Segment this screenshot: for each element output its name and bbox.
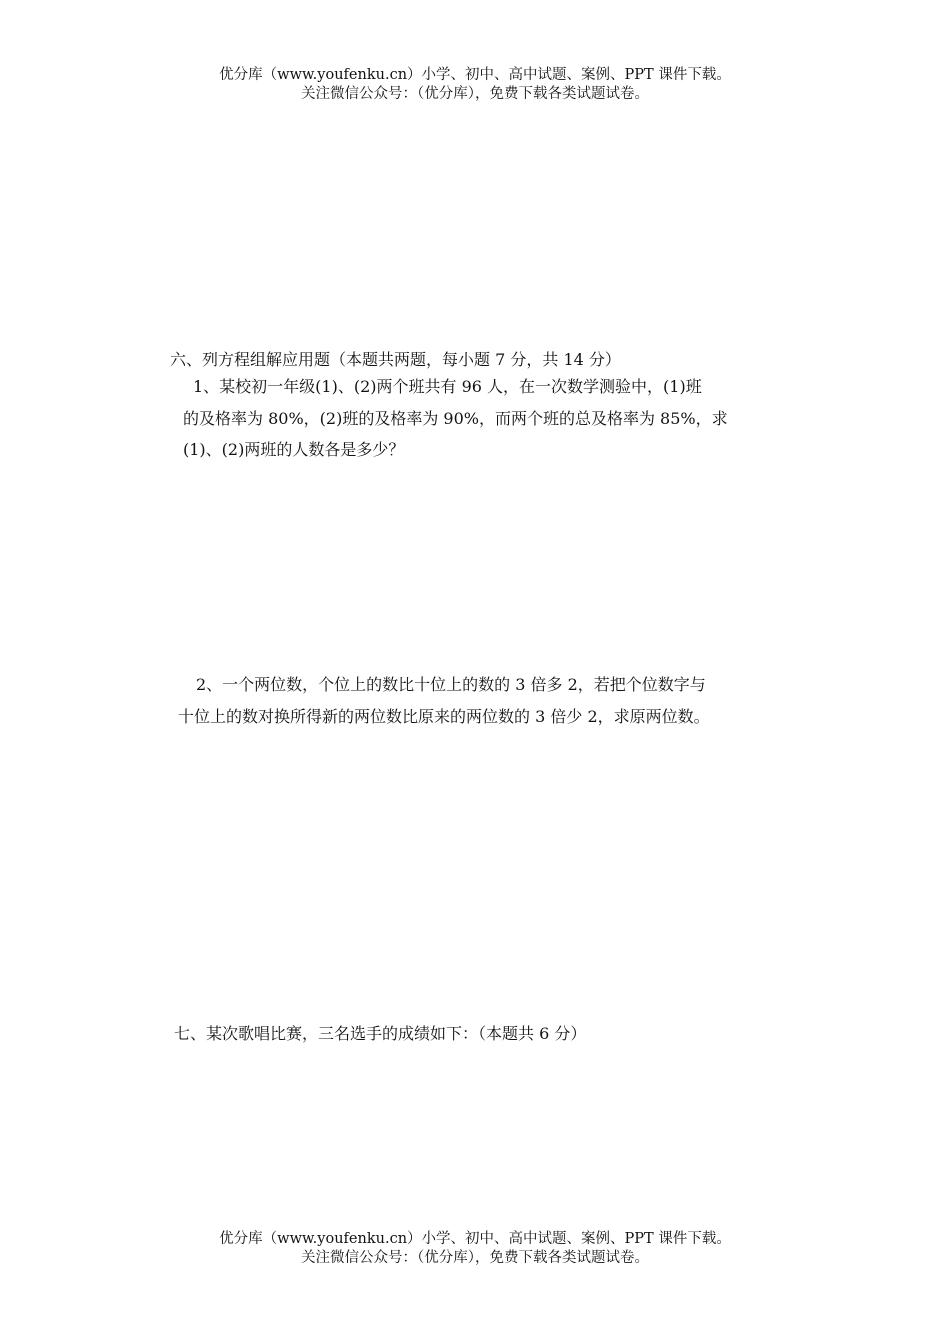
question-6-2-line-2: 十位上的数对换所得新的两位数比原来的两位数的 3 倍少 2，求原两位数。	[178, 706, 710, 726]
page-footer	[0, 1230, 950, 1268]
section-7-title: 七、某次歌唱比赛，三名选手的成绩如下：（本题共 6 分）	[174, 1024, 587, 1043]
footer-line-2: 关注微信公众号：（优分库），免费下载各类试题试卷。	[301, 1250, 649, 1266]
page-header	[0, 66, 950, 104]
question-6-1-line-2: 的及格率为 80%，(2)班的及格率为 90%，而两个班的总及格率为 85%，求	[183, 408, 728, 428]
question-6-1-line-1: 1、某校初一年级(1)、(2)两个班共有 96 人，在一次数学测验中，(1)班	[193, 377, 702, 396]
section-6-title: 六、列方程组解应用题（本题共两题，每小题 7 分，共 14 分）	[170, 350, 621, 369]
footer-line-1: 优分库（www.youfenku.cn）小学、初中、高中试题、案例、PPT 课件下载。	[219, 1231, 731, 1247]
header-line-2: 关注微信公众号：（优分库），免费下载各类试题试卷。	[301, 86, 649, 102]
question-6-1	[183, 371, 728, 466]
question-6-1-line-3: (1)、(2)两班的人数各是多少？	[183, 440, 405, 459]
question-6-2-line-1: 2、一个两位数，个位上的数比十位上的数的 3 倍多 2，若把个位数字与	[196, 675, 706, 694]
header-line-1: 优分库（www.youfenku.cn）小学、初中、高中试题、案例、PPT 课件下载。	[219, 67, 731, 83]
question-6-2	[178, 669, 710, 732]
